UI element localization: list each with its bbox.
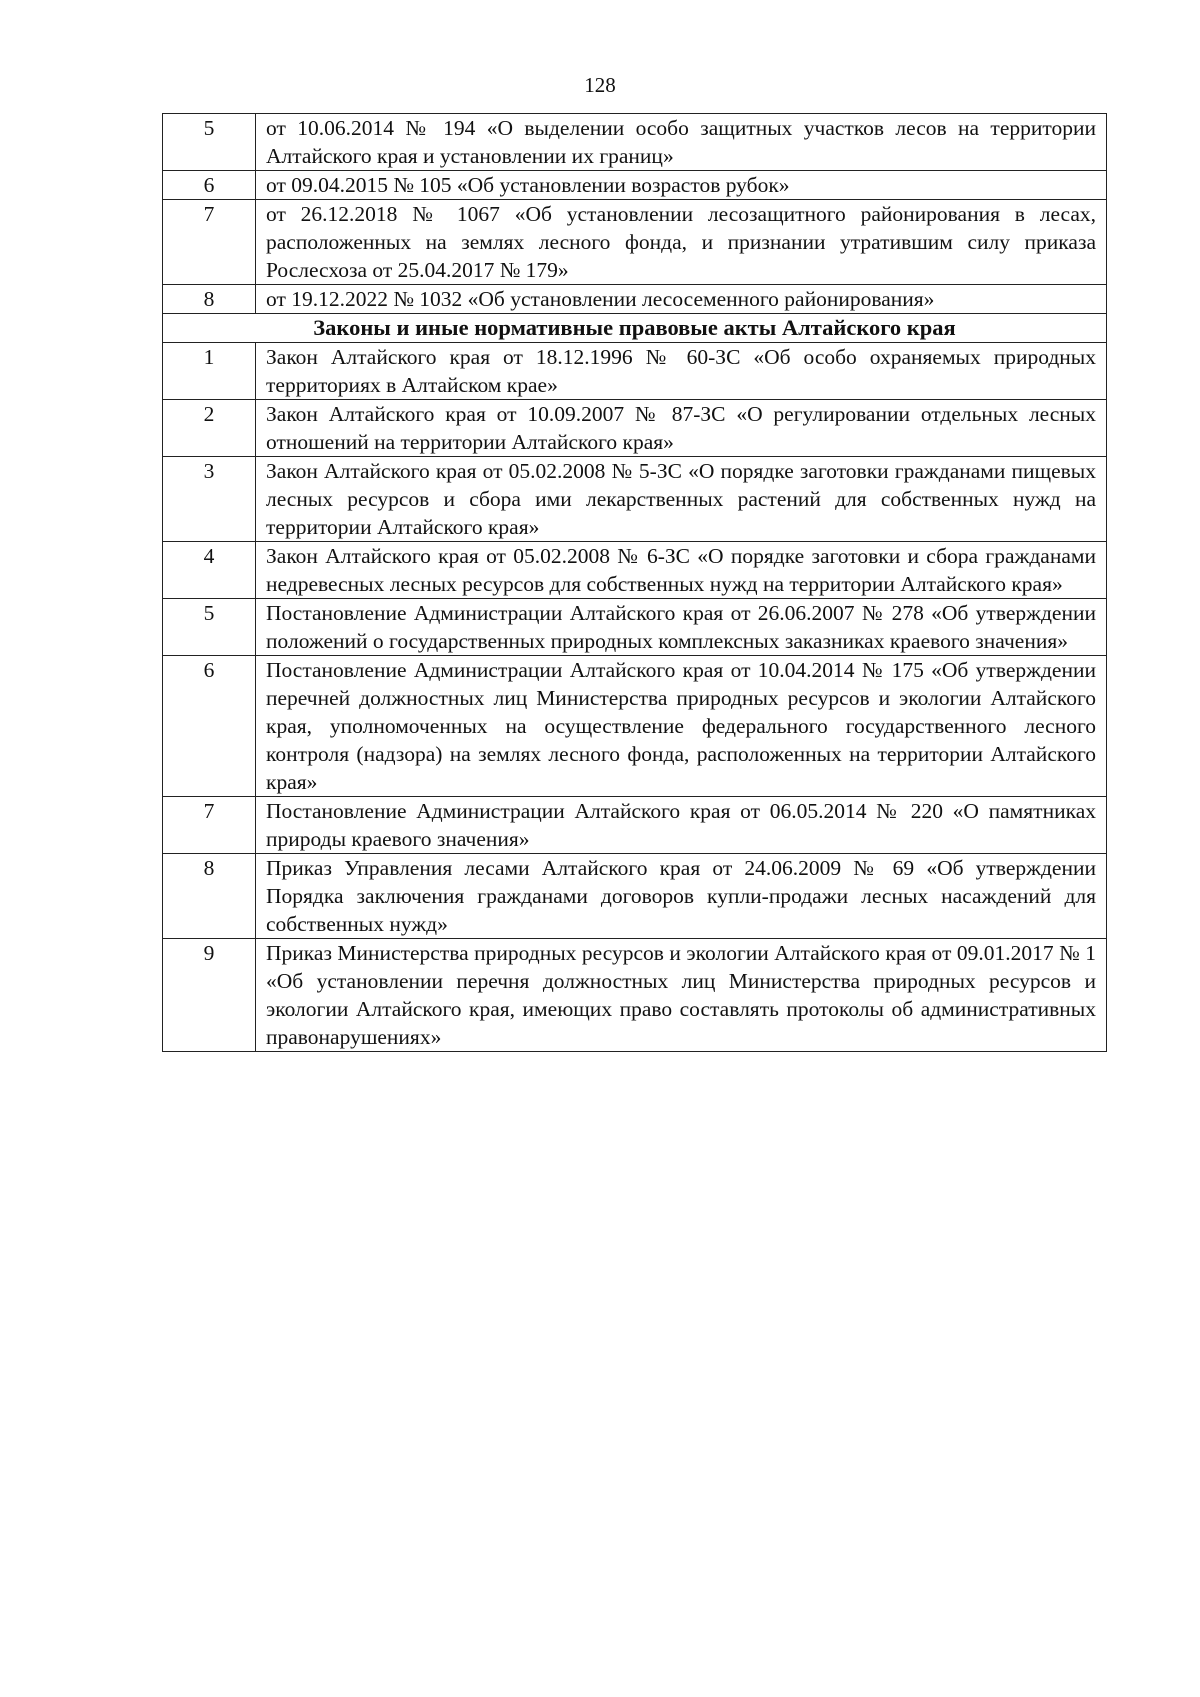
row-text: Постановление Администрации Алтайского края от 10.04.2014 № 175 «Об утверждении перечней должностных лиц Министерства природных ресурсов и экологии Алтайского края, уполномоченных на осуществление федерального государственного лесного контроля (надзора) на землях лесного фонда, расположенных на территории Алтайского края»	[256, 656, 1107, 797]
row-number: 8	[163, 285, 256, 314]
row-text: Постановление Администрации Алтайского края от 26.06.2007 № 278 «Об утверждении положений о государственных природных комплексных заказниках краевого значения»	[256, 599, 1107, 656]
table-row	[163, 656, 1107, 797]
row-text: Приказ Министерства природных ресурсов и экологии Алтайского края от 09.01.2017 № 1 «Об установлении перечня должностных лиц Министерства природных ресурсов и экологии Алтайского края, имеющих право составлять протоколы об административных правонарушениях»	[256, 939, 1107, 1052]
section-title: Законы и иные нормативные правовые акты Алтайского края	[163, 314, 1107, 343]
row-number: 8	[163, 854, 256, 939]
row-text: от 09.04.2015 № 105 «Об установлении возрастов рубок»	[256, 171, 1107, 200]
section-header-row	[163, 314, 1107, 343]
row-number: 1	[163, 343, 256, 400]
row-text: Постановление Администрации Алтайского края от 06.05.2014 № 220 «О памятниках природы краевого значения»	[256, 797, 1107, 854]
table-row	[163, 200, 1107, 285]
table-row	[163, 457, 1107, 542]
page-number: 128	[584, 73, 616, 97]
row-number: 6	[163, 656, 256, 797]
table-row	[163, 171, 1107, 200]
row-text: Приказ Управления лесами Алтайского края от 24.06.2009 № 69 «Об утверждении Порядка заключения гражданами договоров купли-продажи лесных насаждений для собственных нужд»	[256, 854, 1107, 939]
table-row	[163, 797, 1107, 854]
table-row	[163, 599, 1107, 656]
row-number: 6	[163, 171, 256, 200]
table-row	[163, 939, 1107, 1052]
row-text: от 10.06.2014 № 194 «О выделении особо защитных участков лесов на территории Алтайского края и установлении их границ»	[256, 114, 1107, 171]
row-text: Закон Алтайского края от 18.12.1996 № 60-ЗС «Об особо охраняемых природных территориях в Алтайском крае»	[256, 343, 1107, 400]
table-row	[163, 400, 1107, 457]
row-number: 5	[163, 599, 256, 656]
table-row	[163, 114, 1107, 171]
row-number: 5	[163, 114, 256, 171]
legal-acts-table	[162, 113, 1107, 1052]
row-text: Закон Алтайского края от 10.09.2007 № 87-ЗС «О регулировании отдельных лесных отношений на территории Алтайского края»	[256, 400, 1107, 457]
row-text: от 26.12.2018 № 1067 «Об установлении лесозащитного районирования в лесах, расположенных на землях лесного фонда, и признании утратившим силу приказа Рослесхоза от 25.04.2017 № 179»	[256, 200, 1107, 285]
table-row	[163, 854, 1107, 939]
row-number: 3	[163, 457, 256, 542]
row-number: 7	[163, 200, 256, 285]
row-number: 4	[163, 542, 256, 599]
table-row	[163, 285, 1107, 314]
row-number: 2	[163, 400, 256, 457]
table-row	[163, 542, 1107, 599]
row-text: Закон Алтайского края от 05.02.2008 № 6-ЗС «О порядке заготовки и сбора гражданами недревесных лесных ресурсов для собственных нужд на территории Алтайского края»	[256, 542, 1107, 599]
row-number: 7	[163, 797, 256, 854]
row-number: 9	[163, 939, 256, 1052]
row-text: от 19.12.2022 № 1032 «Об установлении лесосеменного районирования»	[256, 285, 1107, 314]
table-row	[163, 343, 1107, 400]
row-text: Закон Алтайского края от 05.02.2008 № 5-ЗС «О порядке заготовки гражданами пищевых лесных ресурсов и сбора ими лекарственных растений для собственных нужд на территории Алтайского края»	[256, 457, 1107, 542]
